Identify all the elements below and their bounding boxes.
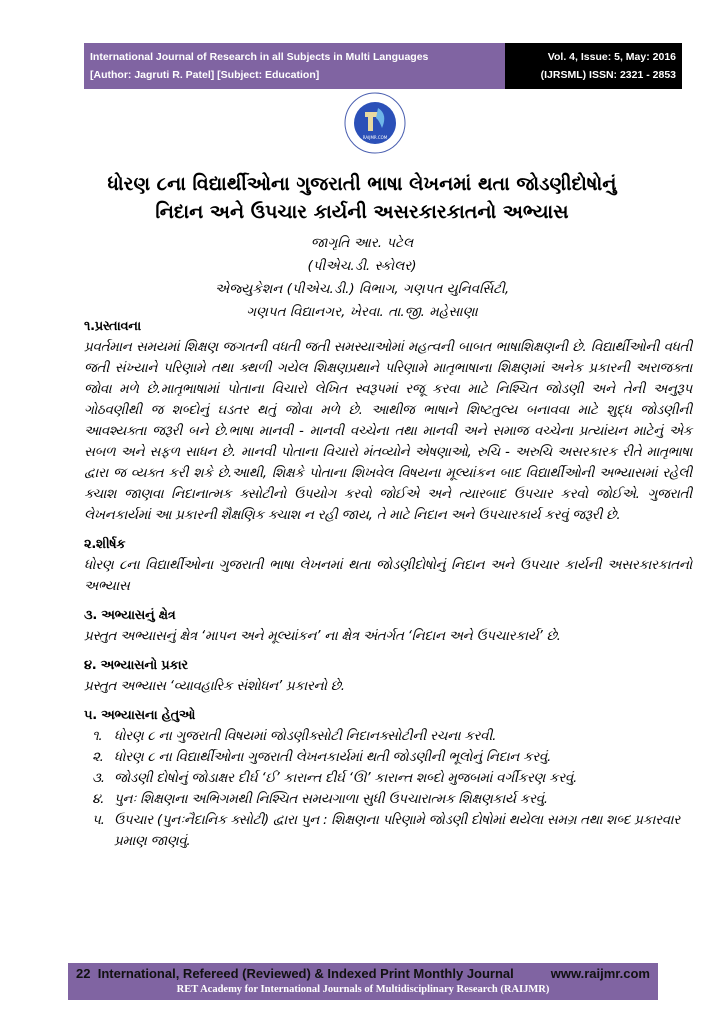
list-item bbox=[92, 747, 692, 768]
item-number: ૪. bbox=[92, 791, 105, 807]
list-item bbox=[92, 768, 692, 789]
section-heading: ૫. અભ્યાસના હેતુઓ bbox=[84, 708, 196, 723]
author-place: ગણપત વિદ્યાનગર, ખેરવા. તા.જી. મહેસાણા bbox=[246, 304, 478, 320]
section-text: ધોરણ ૮ના વિદ્યાર્થીઓના ગુજરાતી ભાષા લેખનમાં થતા જોડણીદોષોનું નિદાન અને ઉપચાર કાર્યની અસરકારકાતનો અભ્યાસ bbox=[84, 557, 692, 594]
paper-title bbox=[60, 170, 664, 226]
author-subject: [Author: Jagruti R. Patel] [Subject: Education] bbox=[90, 69, 320, 81]
author-role: (પીએચ.ડી. સ્કોલર) bbox=[307, 258, 417, 274]
item-text: ધોરણ ૮ ના વિદ્યાર્થીઓના ગુજરાતી લેખનકાર્યમાં થતી જોડણીની ભૂલોનું નિદાન કરવું. bbox=[114, 749, 551, 765]
author-name: જાગૃતિ આર. પટેલ bbox=[310, 235, 414, 251]
item-number: ૩. bbox=[92, 770, 105, 786]
item-number: ૨. bbox=[92, 749, 104, 765]
objectives-list bbox=[84, 726, 692, 852]
issn: (IJRSML) ISSN: 2321 - 2853 bbox=[540, 69, 676, 81]
header-right bbox=[505, 43, 682, 89]
section-text: પ્રવર્તમાન સમયમાં શિક્ષણ જગતની વધતી જતી સમસ્યાઓમાં મહત્વની બાબત ભાષાશિક્ષણની છે. વિદ્યાર્થીઓની વધતી જતી સંખ્યાને પરિણામે તથા ક્થળી ગયેલ શિક્ષણપ્રથાને પરિણામે માતૃભાષાના શિક્ષણમાં અનેક પ્રકારની અરાજક્તા જોવા મળે છે.માતૃભાષામાં પોતાના વિચારો લેખિત સ્વરૂપમાં રજૂ કરવા માટે નિશ્ચિત જોડણી અને તેની અનુરૂપ ગોઠવણીથી જ શબ્દોનું ઘડતર થતું જોવા મળે છે. આથીજ ભાષાને શિષ્ટતુલ્ય બનાવવા માટે શુદ્ધ જોડણીની આવશ્યક્તા જરૂરી બને છે.ભાષા માનવી - માનવી વચ્ચેના તથા માનવી અને સમાજ વચ્ચેના પ્રત્યાંયન માટેનું એક સબળ અને સફળ સાધન છે. માનવી પોતાના વિચારો મંતવ્યોને એષણાઓ, રુચિ - અરુચિ અસરકારક રીતે માતૃભાષા દ્વારા જ વ્યક્ત કરી શકે છે.આથી, શિક્ષકે પોતાના શિખવેલ વિષયના મૂલ્યાંકન બાદ વિદ્યાર્થીઓની અભ્યાસમાં રહેલી ક્ચાશ જાણવા નિદાનાત્મક ક્સોટીનો ઉપયોગ કરવો જોઈએ અને ત્યારબાદ ઉપચાર કરવો જોઈએ. ગુજરાતી લેખનકાર્યમાં આ પ્રકારની શૈક્ષણિક ક્ચાશ ન રહી જાય, તે માટે નિદાન અને ઉપચારકાર્ય કરવું જરૂરી છે. bbox=[84, 339, 692, 523]
section-heading: ૧.પ્રસ્તાવના bbox=[84, 319, 141, 334]
section-heading: ૪. અભ્યાસનો પ્રકાર bbox=[84, 658, 188, 673]
journal-footer bbox=[68, 963, 658, 1000]
author-block bbox=[60, 232, 664, 324]
volume-info: Vol. 4, Issue: 5, May: 2016 bbox=[547, 51, 676, 63]
footer-publisher: RET Academy for International Journals of Multidisciplinary Research (RAIJMR) bbox=[176, 984, 550, 995]
section-heading: ૨.શીર્ષક bbox=[84, 537, 126, 552]
item-text: જોડણી દોષોનું જોડાક્ષર દીર્ઘ ‘ઈ’ કારાન્ત દીર્ઘ ‘ઊ’ કારાન્ત શબ્દો મુજબમાં વર્ગીકરણ કરવું. bbox=[114, 770, 578, 786]
title-line-1: ધોરણ ૮ના વિદ્યાર્થીઓના ગુજરાતી ભાષા લેખનમાં થતા જોડણીદોષોનું bbox=[107, 173, 617, 195]
journal-header bbox=[84, 43, 682, 89]
journal-name: International Journal of Research in all Subjects in Multi Languages bbox=[90, 51, 429, 63]
section-heading: ૩. અભ્યાસનું ક્ષેત્ર bbox=[84, 608, 176, 623]
item-text: ઉપચાર (પુનઃનૈદાનિક ક્સોટી) દ્વારા પુન : શિક્ષણના પરિણામે જોડણી દોષોમાં થયેલા સમગ્ર તથા શબ્દ પ્રકારવાર પ્રમાણ જાણવું. bbox=[114, 812, 680, 849]
footer-tagline bbox=[76, 966, 514, 981]
section-text: પ્રસ્તુત અભ્યાસ ‘વ્યાવહારિક સંશોધન’ પ્રકારનો છે. bbox=[84, 678, 345, 694]
list-item bbox=[92, 726, 692, 747]
page-number: 22 bbox=[76, 966, 91, 981]
list-item bbox=[92, 810, 692, 852]
footer-url[interactable]: www.raijmr.com bbox=[550, 966, 650, 981]
paper-body bbox=[84, 316, 692, 852]
section-text: પ્રસ્તુત અભ્યાસનું ક્ષેત્ર ‘માપન અને મૂલ્યાંકન’ ના ક્ષેત્ર અંતર્ગત ‘નિદાન અને ઉપચારકાર્ય’ છે. bbox=[84, 628, 561, 644]
svg-text:RAIJMR.COM: RAIJMR.COM bbox=[362, 135, 388, 140]
journal-logo bbox=[344, 92, 406, 154]
item-text: ધોરણ ૮ ના ગુજરાતી વિષયમાં જોડણીક્સોટી નિદાનક્સોટીની રચના કરવી. bbox=[114, 728, 497, 744]
list-item bbox=[92, 789, 692, 810]
title-line-2: નિદાન અને ઉપચાર કાર્યની અસરકારકાતનો અભ્યાસ bbox=[155, 201, 569, 223]
header-left bbox=[84, 43, 505, 89]
item-number: ૫. bbox=[92, 812, 105, 828]
footer-tagline-text: International, Refereed (Reviewed) & Indexed Print Monthly Journal bbox=[97, 966, 514, 981]
item-text: પુનઃ શિક્ષણના અભિગમથી નિશ્ચિત સમયગાળા સુધી ઉપચારાત્મક શિક્ષણકાર્ય કરવું. bbox=[114, 791, 548, 807]
item-number: ૧. bbox=[92, 728, 103, 744]
author-dept: એજ્યુકેશન (પીએચ.ડી.) વિભાગ, ગણપત યુનિવર્સિટી, bbox=[214, 281, 510, 297]
